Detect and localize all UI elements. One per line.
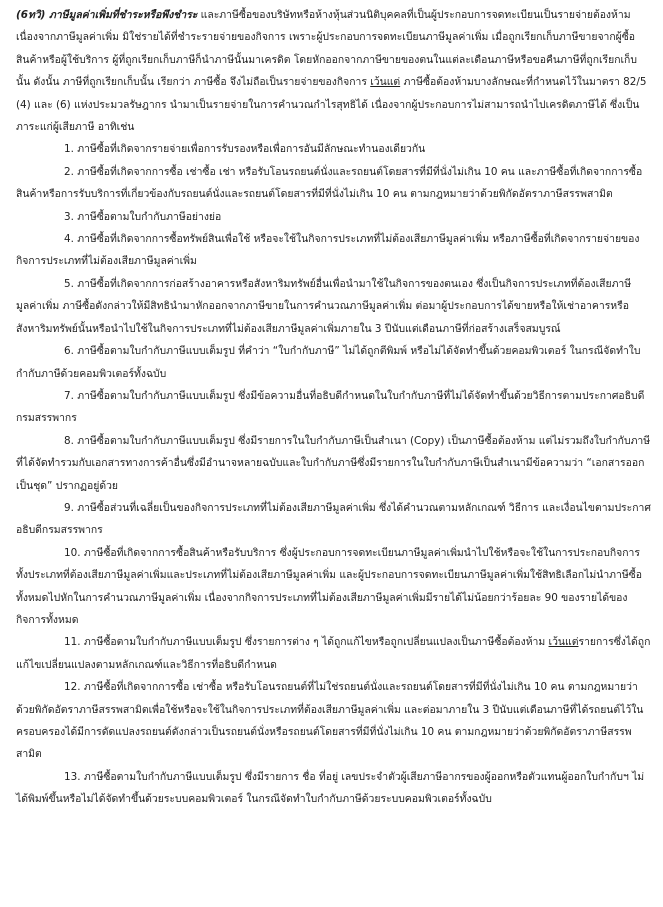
list-item-10: 10. ภาษีซื้อที่เกิดจากการซื้อสินค้าหรือรับบริการ ซึ่งผู้ประกอบการจดทะเบียนภาษีมูลค่าเพิ่มนำไปใช้หรือจะใช้ในการประกอบกิจการทั้งประเภทที่ต้องเสียภาษีมูลค่าเพิ่มและประเภทที่ไม่ต้องเสียภาษีมูลค่าเพิ่ม และผู้ประกอบการจดทะเบียนภาษีมูลค่าเพิ่มใช้สิทธิเลือกไม่นำภาษีซื้อทั้งหมดไปหักในการคำนวณภาษีมูลค่าเพิ่ม เนื่องจากกิจการประเภทที่ไม่ต้องเสียภาษีมูลค่าเพิ่มมีรายได้ไม่น้อยกว่าร้อยละ 90 ของรายได้ของกิจการทั้งหมด bbox=[16, 546, 642, 626]
item11-text-part1: 11. ภาษีซื้อตามใบกำกับภาษีแบบเต็มรูป ซึ่งรายการต่าง ๆ ได้ถูกแก้ไขหรือถูกเปลี่ยนแปลงเป็นภาษีซื้อต้องห้าม bbox=[64, 636, 549, 649]
intro-text-part1: และภาษีซื้อของบริษัทหรือห้างหุ้นส่วนนิติบุคคลที่เป็นผู้ประกอบการจดทะเบียนเป็นรายจ่ายต้องห้าม เนื่องจากภาษีมูลค่าเพิ่ม มิใช่รายได้ที่ชำระรายจ่ายของกิจการ เพราะผู้ประกอบการจดทะเบียนภาษีมูลค่าเพิ่ม เมื่อถูกเรียกเก็บภาษีขายจากผู้ซื้อสินค้าหรือผู้ใช้บริการ ผู้ที่ถูกเรียกเก็บภาษีก็นำภาษีนั้นมาเครดิต โดยหักออกจากภาษีขายของตนในแต่ละเดือนภาษีหรือขอคืนภาษีที่ถูกเรียกเก็บนั้น ดังนั้น ภาษีที่ถูกเรียกเก็บนั้น เรียกว่า ภาษีซื้อ จึงไม่ถือเป็นรายจ่ายของกิจการ bbox=[16, 9, 637, 89]
list-item-8: 8. ภาษีซื้อตามใบกำกับภาษีแบบเต็มรูป ซึ่งมีรายการในใบกำกับภาษีเป็นสำเนา (Copy) เป็นภาษีซื้อต้องห้าม แต่ไม่รวมถึงใบกำกับภาษีที่ได้จัดทำรวมกับเอกสารทางการค้าอื่นซึ่งมีอำนาจหลายฉบับและใบกำกับภาษีซึ่งมีรายการในใบกำกับภาษีเป็นสำเนามีข้อความว่า “เอกสารออกเป็นชุด” ปรากฏอยู่ด้วย bbox=[16, 434, 651, 492]
list-item-1: 1. ภาษีซื้อที่เกิดจากรายจ่ายเพื่อการรับรองหรือเพื่อการอันมีลักษณะทำนองเดียวกัน bbox=[64, 143, 426, 156]
item11-underlined-except: เว้นแต่ bbox=[548, 636, 579, 649]
intro-paragraph bbox=[16, 4, 651, 138]
intro-underlined-except: เว้นแต่ bbox=[370, 76, 401, 89]
list-item-11 bbox=[16, 631, 651, 676]
list-item-6: 6. ภาษีซื้อตามใบกำกับภาษีแบบเต็มรูป ที่คำว่า “ใบกำกับภาษี” ไม่ได้ถูกตีพิมพ์ หรือไม่ได้จัดทำขึ้นด้วยคอมพิวเตอร์ ในกรณีจัดทำใบกำกับภาษีด้วยคอมพิวเตอร์ทั้งฉบับ bbox=[16, 345, 641, 380]
list-item-2: 2. ภาษีซื้อที่เกิดจากการซื้อ เช่าซื้อ เช่า หรือรับโอนรถยนต์นั่งและรถยนต์โดยสารที่มีที่นั่งไม่เกิน 10 คน และภาษีซื้อที่เกิดจากการซื้อสินค้าหรือการรับบริการที่เกี่ยวข้องกับรถยนต์นั่งและรถยนต์โดยสารที่มีที่นั่งไม่เกิน 10 คน ตามกฎหมายว่าด้วยพิกัดอัตราภาษีสรรพสามิต bbox=[16, 165, 643, 201]
intro-text-part2: ภาษีซื้อต้องห้ามบางลักษณะที่กำหนดไว้ในมาตรา 82/5 (4) และ (6) แห่งประมวลรัษฎากร นำมาเป็นรายจ่ายในการคำนวณกำไรสุทธิได้ เนื่องจากผู้ประกอบการไม่สามารถนำไปเครดิตภาษีได้ ซึ่งเป็นภาระแก่ผู้เสียภาษี อาทิเช่น bbox=[16, 76, 647, 134]
list-item-3: 3. ภาษีซื้อตามใบกำกับภาษีอย่างย่อ bbox=[64, 210, 222, 223]
list-item-12: 12. ภาษีซื้อที่เกิดจากการซื้อ เช่าซื้อ หรือรับโอนรถยนต์ที่ไม่ใช่รถยนต์นั่งและรถยนต์โดยสารที่มีที่นั่งไม่เกิน 10 คน ตามกฎหมายว่าด้วยพิกัดอัตราภาษีสรรพสามิตเพื่อใช้หรือจะใช้ในกิจการประเภทที่ต้องเสียภาษีมูลค่าเพิ่ม และต่อมาภายใน 3 ปีนับแต่เดือนภาษีที่ได้รถยนต์ไว้ในครอบครองได้มีการดัดแปลงรถยนต์ดังกล่าวเป็นรถยนต์นั่งหรือรถยนต์โดยสารที่มีที่นั่งไม่เกิน 10 คน ตามกฎหมายว่าด้วยพิกัดอัตราภาษีสรรพสามิต bbox=[16, 681, 644, 761]
list-item-7: 7. ภาษีซื้อตามใบกำกับภาษีแบบเต็มรูป ซึ่งมีข้อความอื่นที่อธิบดีกำหนดในใบกำกับภาษีที่ไม่ได้จัดทำขึ้นด้วยวิธีการตามประกาศอธิบดีกรมสรรพากร bbox=[16, 389, 645, 425]
list-item-13: 13. ภาษีซื้อตามใบกำกับภาษีแบบเต็มรูป ซึ่งมีรายการ ชื่อ ที่อยู่ เลขประจำตัวผู้เสียภาษีอากรของผู้ออกหรือตัวแทนผู้ออกใบกำกับฯ ไม่ได้พิมพ์ขึ้นหรือไม่ได้จัดทำขึ้นด้วยระบบคอมพิวเตอร์ ในกรณีจัดทำใบกำกับภาษีด้วยระบบคอมพิวเตอร์ทั้งฉบับ bbox=[16, 770, 645, 806]
list-item-4: 4. ภาษีซื้อที่เกิดจากการซื้อทรัพย์สินเพื่อใช้ หรือจะใช้ในกิจการประเภทที่ไม่ต้องเสียภาษีมูลค่าเพิ่ม หรือภาษีซื้อที่เกิดจากรายจ่ายของกิจการประเภทที่ไม่ต้องเสียภาษีมูลค่าเพิ่ม bbox=[16, 233, 640, 268]
section-heading: (6ทวิ) ภาษีมูลค่าเพิ่มที่ชำระหรือพึงชำระ bbox=[16, 9, 198, 21]
list-item-5: 5. ภาษีซื้อที่เกิดจากการก่อสร้างอาคารหรือสังหาริมทรัพย์อื่นเพื่อนำมาใช้ในกิจการของตนเอง ซึ่งเป็นกิจการประเภทที่ต้องเสียภาษีมูลค่าเพิ่ม ภาษีซื้อดังกล่าวให้มีสิทธินำมาหักออกจากภาษีขายในการคำนวณภาษีมูลค่าเพิ่ม ต่อมาผู้ประกอบการได้ขายหรือให้เช่าอาคารหรือสังหาริมทรัพย์นั้นหรือนำไปใช้ในกิจการประเภทที่ไม่ต้องเสียภาษีมูลค่าเพิ่มภายใน 3 ปีนับแต่เดือนภาษีที่ก่อสร้างเสร็จสมบูรณ์ bbox=[16, 277, 632, 335]
list-item-9: 9. ภาษีซื้อส่วนที่เฉลี่ยเป็นของกิจการประเภทที่ไม่ต้องเสียภาษีมูลค่าเพิ่ม ซึ่งได้คำนวณตามหลักเกณฑ์ วิธีการ และเงื่อนไขตามประกาศอธิบดีกรมสรรพากร bbox=[16, 501, 651, 537]
item11-text-part2: รายการซึ่งได้ถูกแก้ไขเปลี่ยนแปลงตามหลักเกณฑ์และวิธีการที่อธิบดีกำหนด bbox=[16, 636, 651, 671]
